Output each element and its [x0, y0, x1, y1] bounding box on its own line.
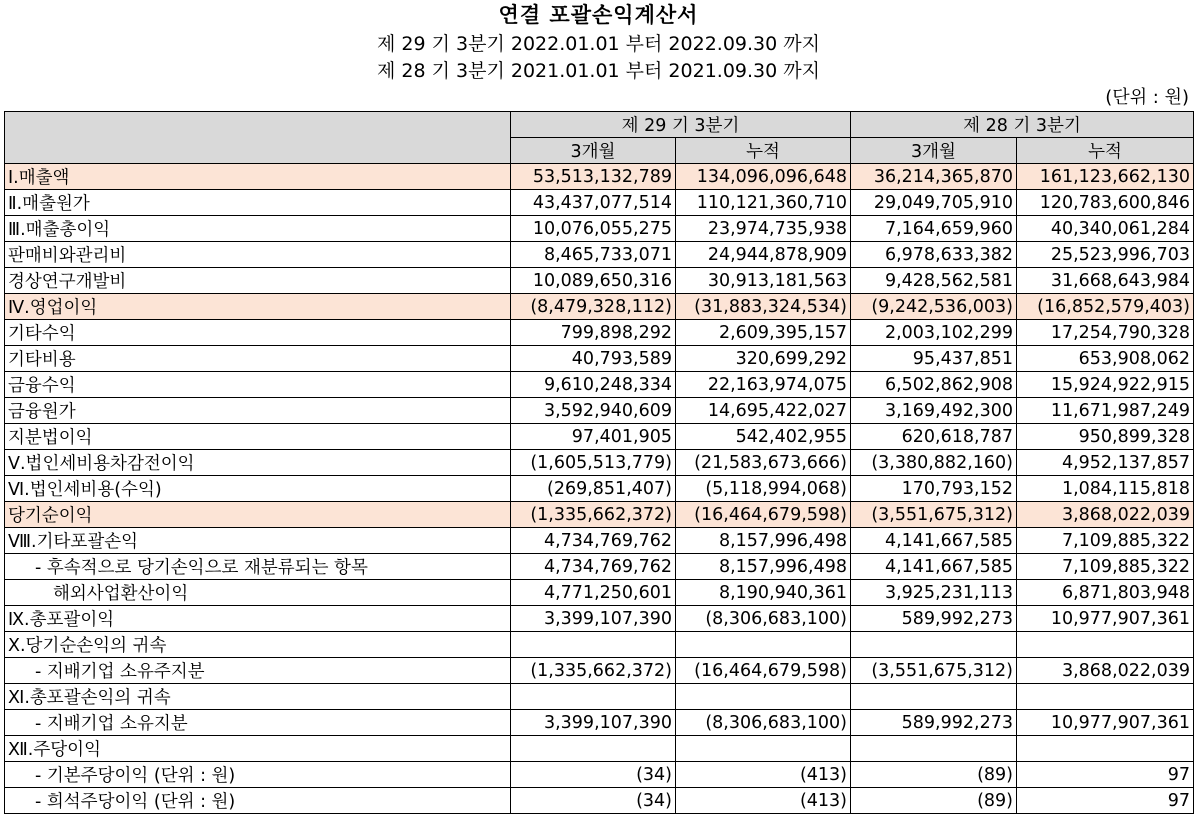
- income-statement-table: [4, 111, 1194, 814]
- table-row: [5, 736, 1194, 762]
- cell-prior-3m: [851, 632, 1017, 658]
- cell-current-3m: [511, 684, 676, 710]
- cell-current-cumulative: (21,583,673,666): [676, 450, 851, 476]
- table-row: [5, 424, 1194, 450]
- header-current-cumulative: 누적: [676, 138, 851, 164]
- cell-prior-3m: 6,978,633,382: [851, 242, 1017, 268]
- cell-prior-cumulative: 653,908,062: [1017, 346, 1194, 372]
- cell-prior-3m: (9,242,536,003): [851, 294, 1017, 320]
- cell-prior-3m: (89): [851, 788, 1017, 814]
- table-header-row: [5, 112, 1194, 138]
- cell-current-3m: 40,793,589: [511, 346, 676, 372]
- cell-prior-3m: 2,003,102,299: [851, 320, 1017, 346]
- cell-current-3m: 4,734,769,762: [511, 554, 676, 580]
- row-label: 판매비와관리비: [5, 242, 511, 268]
- cell-current-3m: (34): [511, 788, 676, 814]
- cell-current-cumulative: 23,974,735,938: [676, 216, 851, 242]
- cell-current-cumulative: (5,118,994,068): [676, 476, 851, 502]
- row-label: - 기본주당이익 (단위 : 원): [5, 762, 511, 788]
- cell-prior-cumulative: 7,109,885,322: [1017, 528, 1194, 554]
- row-label: 경상연구개발비: [5, 268, 511, 294]
- cell-current-3m: 10,089,650,316: [511, 268, 676, 294]
- cell-current-3m: (1,605,513,779): [511, 450, 676, 476]
- cell-prior-3m: 589,992,273: [851, 710, 1017, 736]
- cell-current-cumulative: 8,157,996,498: [676, 554, 851, 580]
- cell-current-cumulative: (16,464,679,598): [676, 658, 851, 684]
- cell-prior-3m: 170,793,152: [851, 476, 1017, 502]
- cell-prior-cumulative: 17,254,790,328: [1017, 320, 1194, 346]
- table-row: [5, 242, 1194, 268]
- cell-current-cumulative: 24,944,878,909: [676, 242, 851, 268]
- cell-prior-3m: 589,992,273: [851, 606, 1017, 632]
- row-label: Ⅱ.매출원가: [5, 190, 511, 216]
- cell-current-3m: 4,734,769,762: [511, 528, 676, 554]
- row-label: - 희석주당이익 (단위 : 원): [5, 788, 511, 814]
- cell-current-3m: 4,771,250,601: [511, 580, 676, 606]
- cell-current-3m: [511, 632, 676, 658]
- cell-prior-3m: [851, 736, 1017, 762]
- cell-prior-3m: (89): [851, 762, 1017, 788]
- cell-prior-cumulative: 3,868,022,039: [1017, 658, 1194, 684]
- table-row: [5, 554, 1194, 580]
- row-label: Ⅲ.매출총이익: [5, 216, 511, 242]
- statement-title: 연결 포괄손익계산서: [498, 3, 699, 27]
- cell-current-cumulative: 30,913,181,563: [676, 268, 851, 294]
- cell-current-3m: (34): [511, 762, 676, 788]
- row-label: - 지배기업 소유주지분: [5, 658, 511, 684]
- period-prior: 제 28 기 3분기 2021.01.01 부터 2021.09.30 까지: [377, 60, 820, 82]
- cell-prior-3m: 9,428,562,581: [851, 268, 1017, 294]
- table-row: [5, 450, 1194, 476]
- cell-prior-3m: (3,551,675,312): [851, 502, 1017, 528]
- table-row: [5, 294, 1194, 320]
- cell-current-cumulative: (413): [676, 762, 851, 788]
- cell-prior-cumulative: 97: [1017, 788, 1194, 814]
- cell-prior-3m: 620,618,787: [851, 424, 1017, 450]
- cell-current-cumulative: (31,883,324,534): [676, 294, 851, 320]
- table-row: [5, 216, 1194, 242]
- cell-current-3m: 3,399,107,390: [511, 606, 676, 632]
- cell-prior-3m: 3,925,231,113: [851, 580, 1017, 606]
- row-label: 당기순이익: [5, 502, 511, 528]
- table-row: [5, 606, 1194, 632]
- cell-prior-cumulative: 161,123,662,130: [1017, 164, 1194, 190]
- cell-current-3m: (1,335,662,372): [511, 658, 676, 684]
- cell-current-cumulative: 14,695,422,027: [676, 398, 851, 424]
- cell-prior-3m: 36,214,365,870: [851, 164, 1017, 190]
- row-label: - 후속적으로 당기손익으로 재분류되는 항목: [5, 554, 511, 580]
- cell-prior-cumulative: 3,868,022,039: [1017, 502, 1194, 528]
- cell-current-cumulative: [676, 684, 851, 710]
- cell-current-3m: [511, 736, 676, 762]
- cell-prior-cumulative: 4,952,137,857: [1017, 450, 1194, 476]
- row-label: Ⅴ.법인세비용차감전이익: [5, 450, 511, 476]
- cell-current-cumulative: 320,699,292: [676, 346, 851, 372]
- cell-current-cumulative: 134,096,096,648: [676, 164, 851, 190]
- cell-current-cumulative: 22,163,974,075: [676, 372, 851, 398]
- cell-prior-cumulative: 10,977,907,361: [1017, 710, 1194, 736]
- table-row: [5, 372, 1194, 398]
- cell-prior-cumulative: 10,977,907,361: [1017, 606, 1194, 632]
- table-row: [5, 164, 1194, 190]
- cell-current-3m: (1,335,662,372): [511, 502, 676, 528]
- row-label: Ⅰ.매출액: [5, 164, 511, 190]
- cell-prior-cumulative: [1017, 684, 1194, 710]
- cell-current-cumulative: [676, 632, 851, 658]
- cell-prior-cumulative: 120,783,600,846: [1017, 190, 1194, 216]
- cell-current-3m: 9,610,248,334: [511, 372, 676, 398]
- table-row: [5, 762, 1194, 788]
- cell-current-cumulative: 2,609,395,157: [676, 320, 851, 346]
- cell-current-3m: (8,479,328,112): [511, 294, 676, 320]
- cell-prior-cumulative: 6,871,803,948: [1017, 580, 1194, 606]
- cell-current-cumulative: 542,402,955: [676, 424, 851, 450]
- cell-prior-3m: 6,502,862,908: [851, 372, 1017, 398]
- row-label: Ⅷ.기타포괄손익: [5, 528, 511, 554]
- row-label: Ⅻ.주당이익: [5, 736, 511, 762]
- table-row: [5, 788, 1194, 814]
- cell-prior-cumulative: 11,671,987,249: [1017, 398, 1194, 424]
- cell-prior-3m: 4,141,667,585: [851, 554, 1017, 580]
- cell-current-cumulative: (8,306,683,100): [676, 606, 851, 632]
- row-label: 해외사업환산이익: [5, 580, 511, 606]
- cell-current-3m: 10,076,055,275: [511, 216, 676, 242]
- cell-current-3m: 97,401,905: [511, 424, 676, 450]
- row-label: 기타비용: [5, 346, 511, 372]
- cell-prior-3m: [851, 684, 1017, 710]
- table-row: [5, 268, 1194, 294]
- cell-current-cumulative: [676, 736, 851, 762]
- table-row: [5, 502, 1194, 528]
- header-prior-period: 제 28 기 3분기: [851, 112, 1194, 138]
- cell-prior-cumulative: 31,668,643,984: [1017, 268, 1194, 294]
- row-label: Ⅵ.법인세비용(수익): [5, 476, 511, 502]
- row-label: - 지배기업 소유지분: [5, 710, 511, 736]
- cell-current-3m: 8,465,733,071: [511, 242, 676, 268]
- cell-current-3m: 53,513,132,789: [511, 164, 676, 190]
- cell-prior-cumulative: [1017, 736, 1194, 762]
- header-current-3m: 3개월: [511, 138, 676, 164]
- row-label: Ⅺ.총포괄손익의 귀속: [5, 684, 511, 710]
- cell-current-3m: 3,592,940,609: [511, 398, 676, 424]
- header-corner-cell: [5, 112, 511, 164]
- unit-label: (단위 : 원): [1105, 87, 1189, 108]
- cell-current-cumulative: 8,157,996,498: [676, 528, 851, 554]
- row-label: Ⅸ.총포괄이익: [5, 606, 511, 632]
- row-label: 지분법이익: [5, 424, 511, 450]
- cell-prior-3m: 3,169,492,300: [851, 398, 1017, 424]
- row-label: Ⅹ.당기순손익의 귀속: [5, 632, 511, 658]
- cell-current-cumulative: 110,121,360,710: [676, 190, 851, 216]
- table-row: [5, 710, 1194, 736]
- row-label: 금융수익: [5, 372, 511, 398]
- cell-current-3m: 799,898,292: [511, 320, 676, 346]
- cell-prior-cumulative: 15,924,922,915: [1017, 372, 1194, 398]
- row-label: 기타수익: [5, 320, 511, 346]
- cell-prior-3m: (3,551,675,312): [851, 658, 1017, 684]
- table-row: [5, 190, 1194, 216]
- table-row: [5, 346, 1194, 372]
- cell-prior-cumulative: 97: [1017, 762, 1194, 788]
- cell-current-cumulative: (413): [676, 788, 851, 814]
- table-row: [5, 320, 1194, 346]
- table-row: [5, 632, 1194, 658]
- cell-prior-cumulative: 7,109,885,322: [1017, 554, 1194, 580]
- cell-prior-3m: 95,437,851: [851, 346, 1017, 372]
- cell-prior-cumulative: 25,523,996,703: [1017, 242, 1194, 268]
- cell-prior-cumulative: [1017, 632, 1194, 658]
- cell-current-cumulative: (8,306,683,100): [676, 710, 851, 736]
- table-row: [5, 398, 1194, 424]
- cell-prior-3m: (3,380,882,160): [851, 450, 1017, 476]
- header-prior-3m: 3개월: [851, 138, 1017, 164]
- period-current: 제 29 기 3분기 2022.01.01 부터 2022.09.30 까지: [377, 33, 820, 55]
- cell-current-cumulative: (16,464,679,598): [676, 502, 851, 528]
- cell-prior-3m: 29,049,705,910: [851, 190, 1017, 216]
- header-current-period: 제 29 기 3분기: [511, 112, 851, 138]
- header-prior-cumulative: 누적: [1017, 138, 1194, 164]
- cell-current-3m: 3,399,107,390: [511, 710, 676, 736]
- cell-current-3m: (269,851,407): [511, 476, 676, 502]
- cell-prior-3m: 4,141,667,585: [851, 528, 1017, 554]
- cell-current-cumulative: 8,190,940,361: [676, 580, 851, 606]
- table-row: [5, 476, 1194, 502]
- cell-prior-cumulative: 40,340,061,284: [1017, 216, 1194, 242]
- table-row: [5, 528, 1194, 554]
- cell-prior-3m: 7,164,659,960: [851, 216, 1017, 242]
- cell-prior-cumulative: 1,084,115,818: [1017, 476, 1194, 502]
- cell-prior-cumulative: (16,852,579,403): [1017, 294, 1194, 320]
- row-label: Ⅳ.영업이익: [5, 294, 511, 320]
- row-label: 금융원가: [5, 398, 511, 424]
- table-row: [5, 580, 1194, 606]
- cell-prior-cumulative: 950,899,328: [1017, 424, 1194, 450]
- table-row: [5, 658, 1194, 684]
- cell-current-3m: 43,437,077,514: [511, 190, 676, 216]
- table-row: [5, 684, 1194, 710]
